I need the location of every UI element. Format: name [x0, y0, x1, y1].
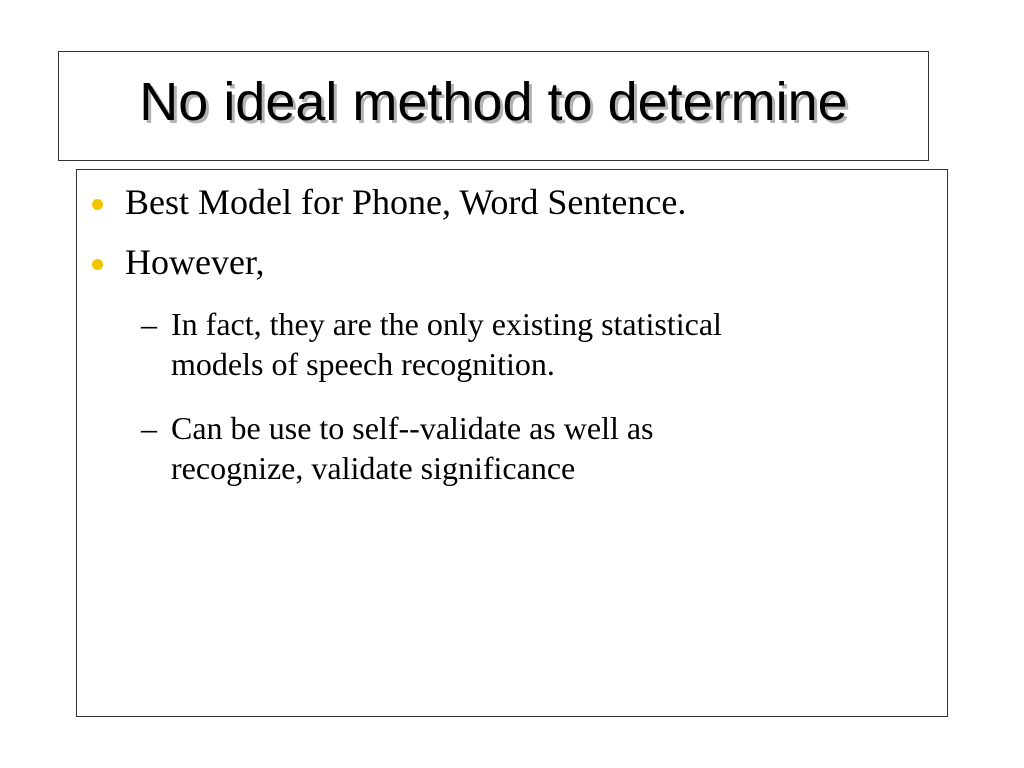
- content-box: [76, 169, 948, 717]
- bullet-dot-icon: [92, 259, 103, 270]
- bullet-text: Best Model for Phone, Word Sentence.: [125, 182, 687, 222]
- slide-title: No ideal method to determine: [139, 72, 848, 132]
- dash-marker: –: [141, 306, 157, 342]
- sub-bullet-text: [171, 408, 911, 488]
- sub-bullet-line: Can be use to self--validate as well as: [171, 410, 654, 446]
- dash-marker: –: [141, 410, 157, 446]
- sub-bullet-line: In fact, they are the only existing statistical: [171, 306, 722, 342]
- bullet-dot-icon: [92, 199, 103, 210]
- sub-bullet-text: [171, 304, 911, 384]
- sub-bullet-line: models of speech recognition.: [171, 346, 555, 382]
- title-box: [58, 51, 929, 161]
- bullet-text: However,: [125, 242, 265, 282]
- sub-bullet-line: recognize, validate significance: [171, 450, 576, 486]
